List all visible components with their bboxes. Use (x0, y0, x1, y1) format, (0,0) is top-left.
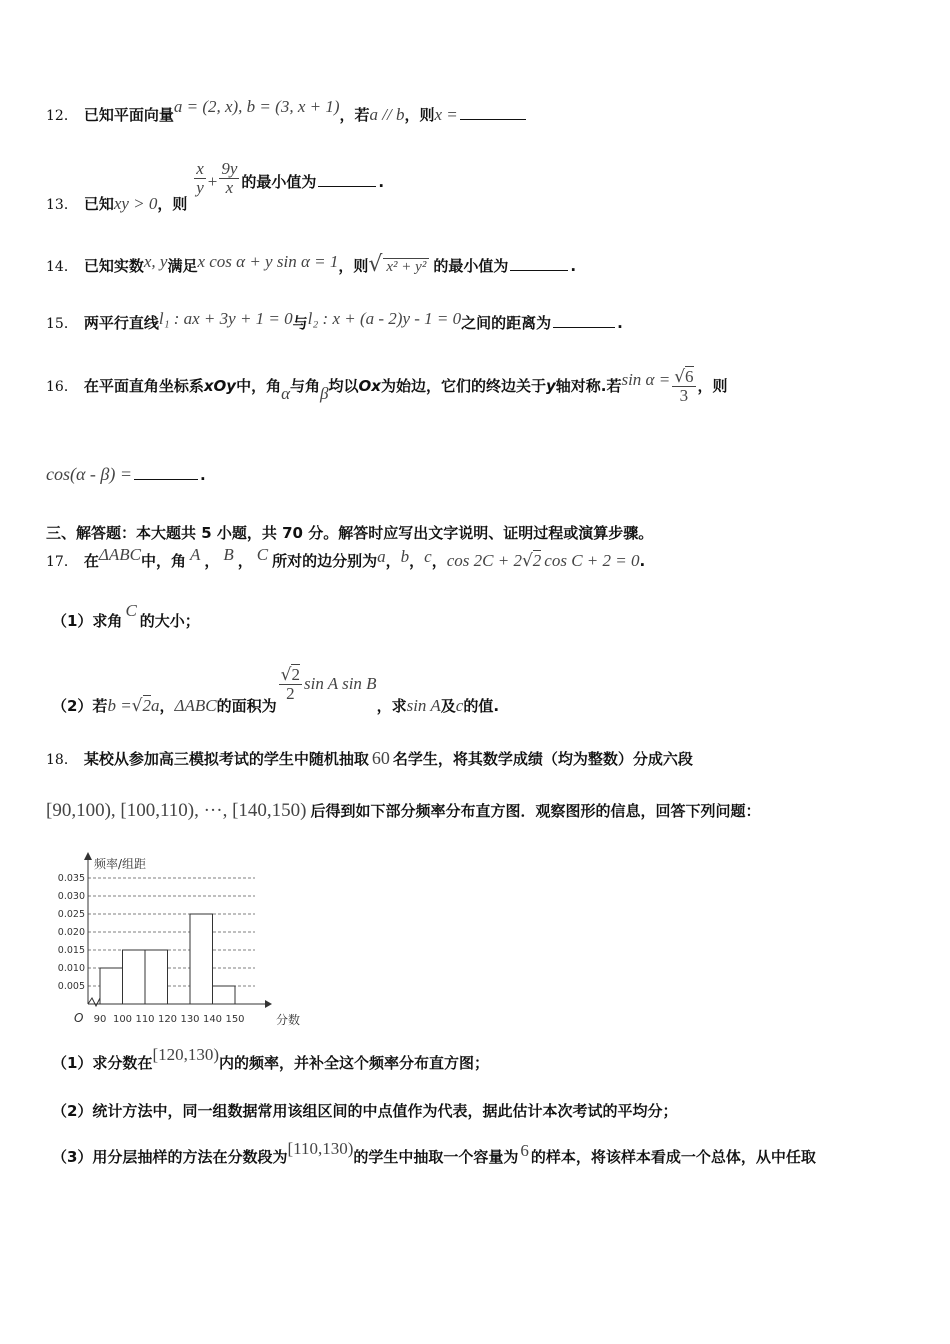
question-text: 某校从参加高三模拟考试的学生中随机抽取 (83, 750, 369, 768)
condition-part: a (151, 696, 160, 715)
question-text: 两平行直线 (83, 314, 159, 332)
score-interval: [120,130) (152, 1045, 220, 1064)
sin-A: sin A (406, 696, 441, 715)
sqrt-body: x² + y² (383, 258, 429, 276)
q17-part-2 (52, 665, 500, 716)
q18-part-3 (52, 1139, 816, 1167)
score-interval: [110,130) (287, 1139, 354, 1158)
variables: x, y (143, 252, 168, 271)
x-axis-label: 分数 (276, 1013, 301, 1027)
y-tick-label: 0.010 (57, 963, 85, 974)
x-tick-label: 110 (135, 1014, 155, 1025)
numerator (672, 368, 695, 387)
score-intervals: [90,100), [100,110), ···, [140,150) (46, 800, 307, 821)
side-a: a (377, 547, 386, 566)
angle-B: B (223, 545, 234, 564)
line-l1: l₁ : ax + 3y + 1 = 0 (158, 309, 293, 328)
question-text: 所对的边分别为 (272, 552, 378, 570)
answer-variable: x = (434, 105, 458, 124)
triangle-label: ΔABC (174, 696, 217, 715)
question-text: 的最小值为 (433, 257, 509, 275)
sqrt-icon: √ (521, 551, 533, 571)
triangle-label: ΔABC (98, 545, 141, 564)
question-text: 与角 (290, 377, 321, 395)
part-text: 的样本，将该样本看成一个总体，从中任取 (530, 1148, 816, 1166)
question-text: ，则 (697, 377, 728, 395)
question-text: 满足 (167, 257, 198, 275)
answer-blank (134, 477, 198, 480)
x-tick-label: 140 (202, 1014, 223, 1025)
section-heading: 三、解答题：本大题共 5 小题，共 70 分。解答时应写出文字说明、证明过程或演算步骤。 (46, 524, 654, 542)
question-text: ，若 (339, 106, 370, 124)
denominator: 3 (679, 386, 689, 405)
y-tick-label: 0.015 (57, 945, 85, 956)
angle-A: A (189, 545, 201, 564)
period: . (639, 552, 646, 570)
question-text: ，则 (404, 106, 435, 124)
sqrt-icon: √ (280, 665, 292, 685)
x-tick-label: 150 (225, 1014, 245, 1025)
y-tick-label: 0.025 (57, 909, 85, 920)
y-axis-label: 频率/组距 (94, 857, 147, 871)
question-15: 15． 两平行直线l₁ : ax + 3y + 1 = 0与l₂ : x + (a - 2)y - 1 = 0之间的距离为 . (46, 309, 623, 332)
q18-part-2 (52, 1100, 677, 1121)
question-text: 的最小值为 (241, 173, 317, 191)
side-b: b (400, 547, 410, 566)
question-14: 14． 已知实数x, y满足x cos α + y sin α = 1，则√ x² + y² 的最小值为 . (46, 252, 577, 277)
q18-part-1 (52, 1045, 490, 1073)
line-l2: l₂ : x + (a - 2)y - 1 = 0 (307, 309, 462, 328)
question-text: 在 (83, 552, 99, 570)
question-text: 为始边，它们的终边关于 (380, 377, 546, 395)
question-text: 后得到如下部分频率分布直方图．观察图形的信息，回答下列问题： (310, 802, 761, 820)
vector-expression: a = (2, x), b = (3, x + 1) (173, 97, 340, 116)
numerator (279, 666, 302, 685)
question-text: 之间的距离为 (461, 314, 552, 332)
question-text: 与 (292, 314, 308, 332)
histogram-bar (213, 986, 236, 1004)
equation-part: cos C + 2 = 0 (544, 551, 640, 570)
x-axis-arrow-icon (265, 1000, 272, 1008)
radicand: 2 (532, 551, 542, 570)
histogram-bar (100, 968, 123, 1004)
question-text: 已知 (83, 195, 114, 213)
fraction-sqrt2-over-2 (279, 666, 302, 703)
question-text: ，则 (338, 257, 369, 275)
part-text: （2）统计方法中，同一组数据常用该组区间的中点值作为代表，据此估计本次考试的平均分； (52, 1102, 678, 1120)
fraction-9y-over-x (219, 160, 239, 197)
comma: ， (409, 552, 425, 570)
coordinate-system-label: xOy (203, 377, 237, 395)
radicand: 6 (685, 367, 694, 386)
radicand: 2 (291, 665, 300, 684)
part-text: 内的频率，并补全这个频率分布直方图； (219, 1054, 490, 1072)
question-18 (46, 748, 920, 769)
question-text: 在平面直角坐标系 (83, 377, 204, 395)
sample-size: 6 (520, 1141, 529, 1160)
part-label: （1）求分数在 (52, 1054, 153, 1072)
part-text: 的值. (463, 697, 500, 715)
part-text: 及 (440, 697, 456, 715)
question-text: 中，角 (236, 377, 282, 395)
equation (447, 551, 640, 570)
comma: ， (431, 552, 447, 570)
question-18-line-2 (46, 800, 920, 822)
side-c: c (455, 696, 464, 715)
comma: ， (385, 552, 401, 570)
part-text: 的面积为 (216, 697, 277, 715)
y-axis-arrow-icon (84, 852, 92, 860)
part-label: （3）用分层抽样的方法在分数段为 (52, 1148, 288, 1166)
question-text: 已知实数 (83, 257, 144, 275)
y-tick-label: 0.020 (57, 927, 85, 938)
fraction-x-over-y (194, 160, 206, 197)
y-tick-label: 0.030 (57, 891, 85, 902)
sqrt-icon: √ (674, 367, 686, 387)
question-number: 15． (46, 316, 78, 332)
question-text: ，则 (157, 195, 188, 213)
part-label: （2）若 (52, 697, 108, 715)
question-number: 13． (46, 197, 78, 213)
radicand: 2 (142, 696, 152, 715)
question-12 (46, 97, 920, 125)
part-text: ， (159, 697, 175, 715)
condition-expression: xy > 0 (113, 194, 158, 213)
side-c: c (424, 547, 432, 566)
answer-blank (553, 325, 615, 328)
angle-alpha: α (281, 384, 291, 403)
numerator: x (196, 159, 204, 178)
histogram-bar (123, 950, 146, 1004)
axis-break-icon (88, 998, 100, 1006)
x-tick-label: 130 (180, 1014, 200, 1025)
axis-label: y (545, 377, 556, 395)
sample-count: 60 (371, 748, 390, 768)
question-17: 17． 在ΔABC中，角 A ， B ， C 所对的边分别为a，b，c，cos 2C + 2√2 cos C + 2 = 0. (46, 545, 646, 571)
sqrt-icon: √ (368, 252, 383, 277)
x-tick-label: 90 (93, 1014, 107, 1025)
part-text: 的学生中抽取一个容量为 (353, 1148, 519, 1166)
question-number: 18． (46, 752, 78, 768)
q17-part-1 (52, 601, 200, 631)
plus-sign: + (207, 172, 218, 191)
part-text: ，求 (376, 697, 407, 715)
part-text: 的大小； (139, 612, 200, 630)
sqrt-icon: √ (131, 696, 143, 716)
angle-beta: β (320, 384, 329, 403)
y-tick-label: 0.035 (57, 873, 85, 884)
histogram-bar (190, 914, 213, 1004)
histogram-bar (145, 950, 168, 1004)
part-label: （1）求角 (52, 612, 123, 630)
fraction-sqrt6-over-3 (672, 368, 695, 405)
question-text: 均以 (328, 377, 359, 395)
frequency-histogram (40, 848, 310, 1028)
condition-part: b = (107, 696, 132, 715)
denominator: x (225, 178, 234, 197)
question-text: 中，角 (140, 552, 186, 570)
condition (107, 696, 159, 715)
y-tick-label: 0.005 (57, 981, 85, 992)
question-text: 已知平面向量 (83, 106, 174, 124)
question-text: 轴对称.若 (555, 377, 622, 395)
question-13: 13． 已知xy > 0，则 $\frac{x}{y}$ + $\frac{9y}{x}$ 的最小值为 . (46, 159, 385, 213)
answer-blank (318, 184, 376, 187)
answer-blank (460, 117, 526, 120)
question-number: 14． (46, 259, 78, 275)
denominator: y (196, 178, 204, 197)
angle-C: C (256, 545, 269, 564)
question-16 (46, 368, 920, 405)
axis-label: Ox (358, 377, 381, 395)
origin-label: O (74, 1011, 84, 1025)
question-number: 12． (46, 108, 78, 124)
question-16-answer-line: cos(α - β) = . (46, 464, 206, 484)
cos-expression: cos(α - β) = (46, 464, 133, 484)
equation-part: cos 2C + 2 (446, 551, 522, 570)
x-tick-label: 100 (112, 1014, 133, 1025)
question-number: 16． (46, 379, 78, 395)
question-text: 名学生，将其数学成绩（均为整数）分成六段 (392, 750, 693, 768)
denominator: 2 (286, 684, 295, 703)
x-tick-label: 120 (157, 1014, 178, 1025)
angle-C: C (125, 601, 137, 620)
area-expression: sin A sin B (303, 674, 377, 693)
answer-blank (510, 268, 568, 271)
parallel-condition: a // b (369, 105, 405, 124)
condition-equation: x cos α + y sin α = 1 (197, 252, 339, 271)
sin-expression: sin α = (621, 370, 671, 389)
numerator: 9y (221, 159, 238, 178)
question-number: 17． (46, 554, 78, 570)
